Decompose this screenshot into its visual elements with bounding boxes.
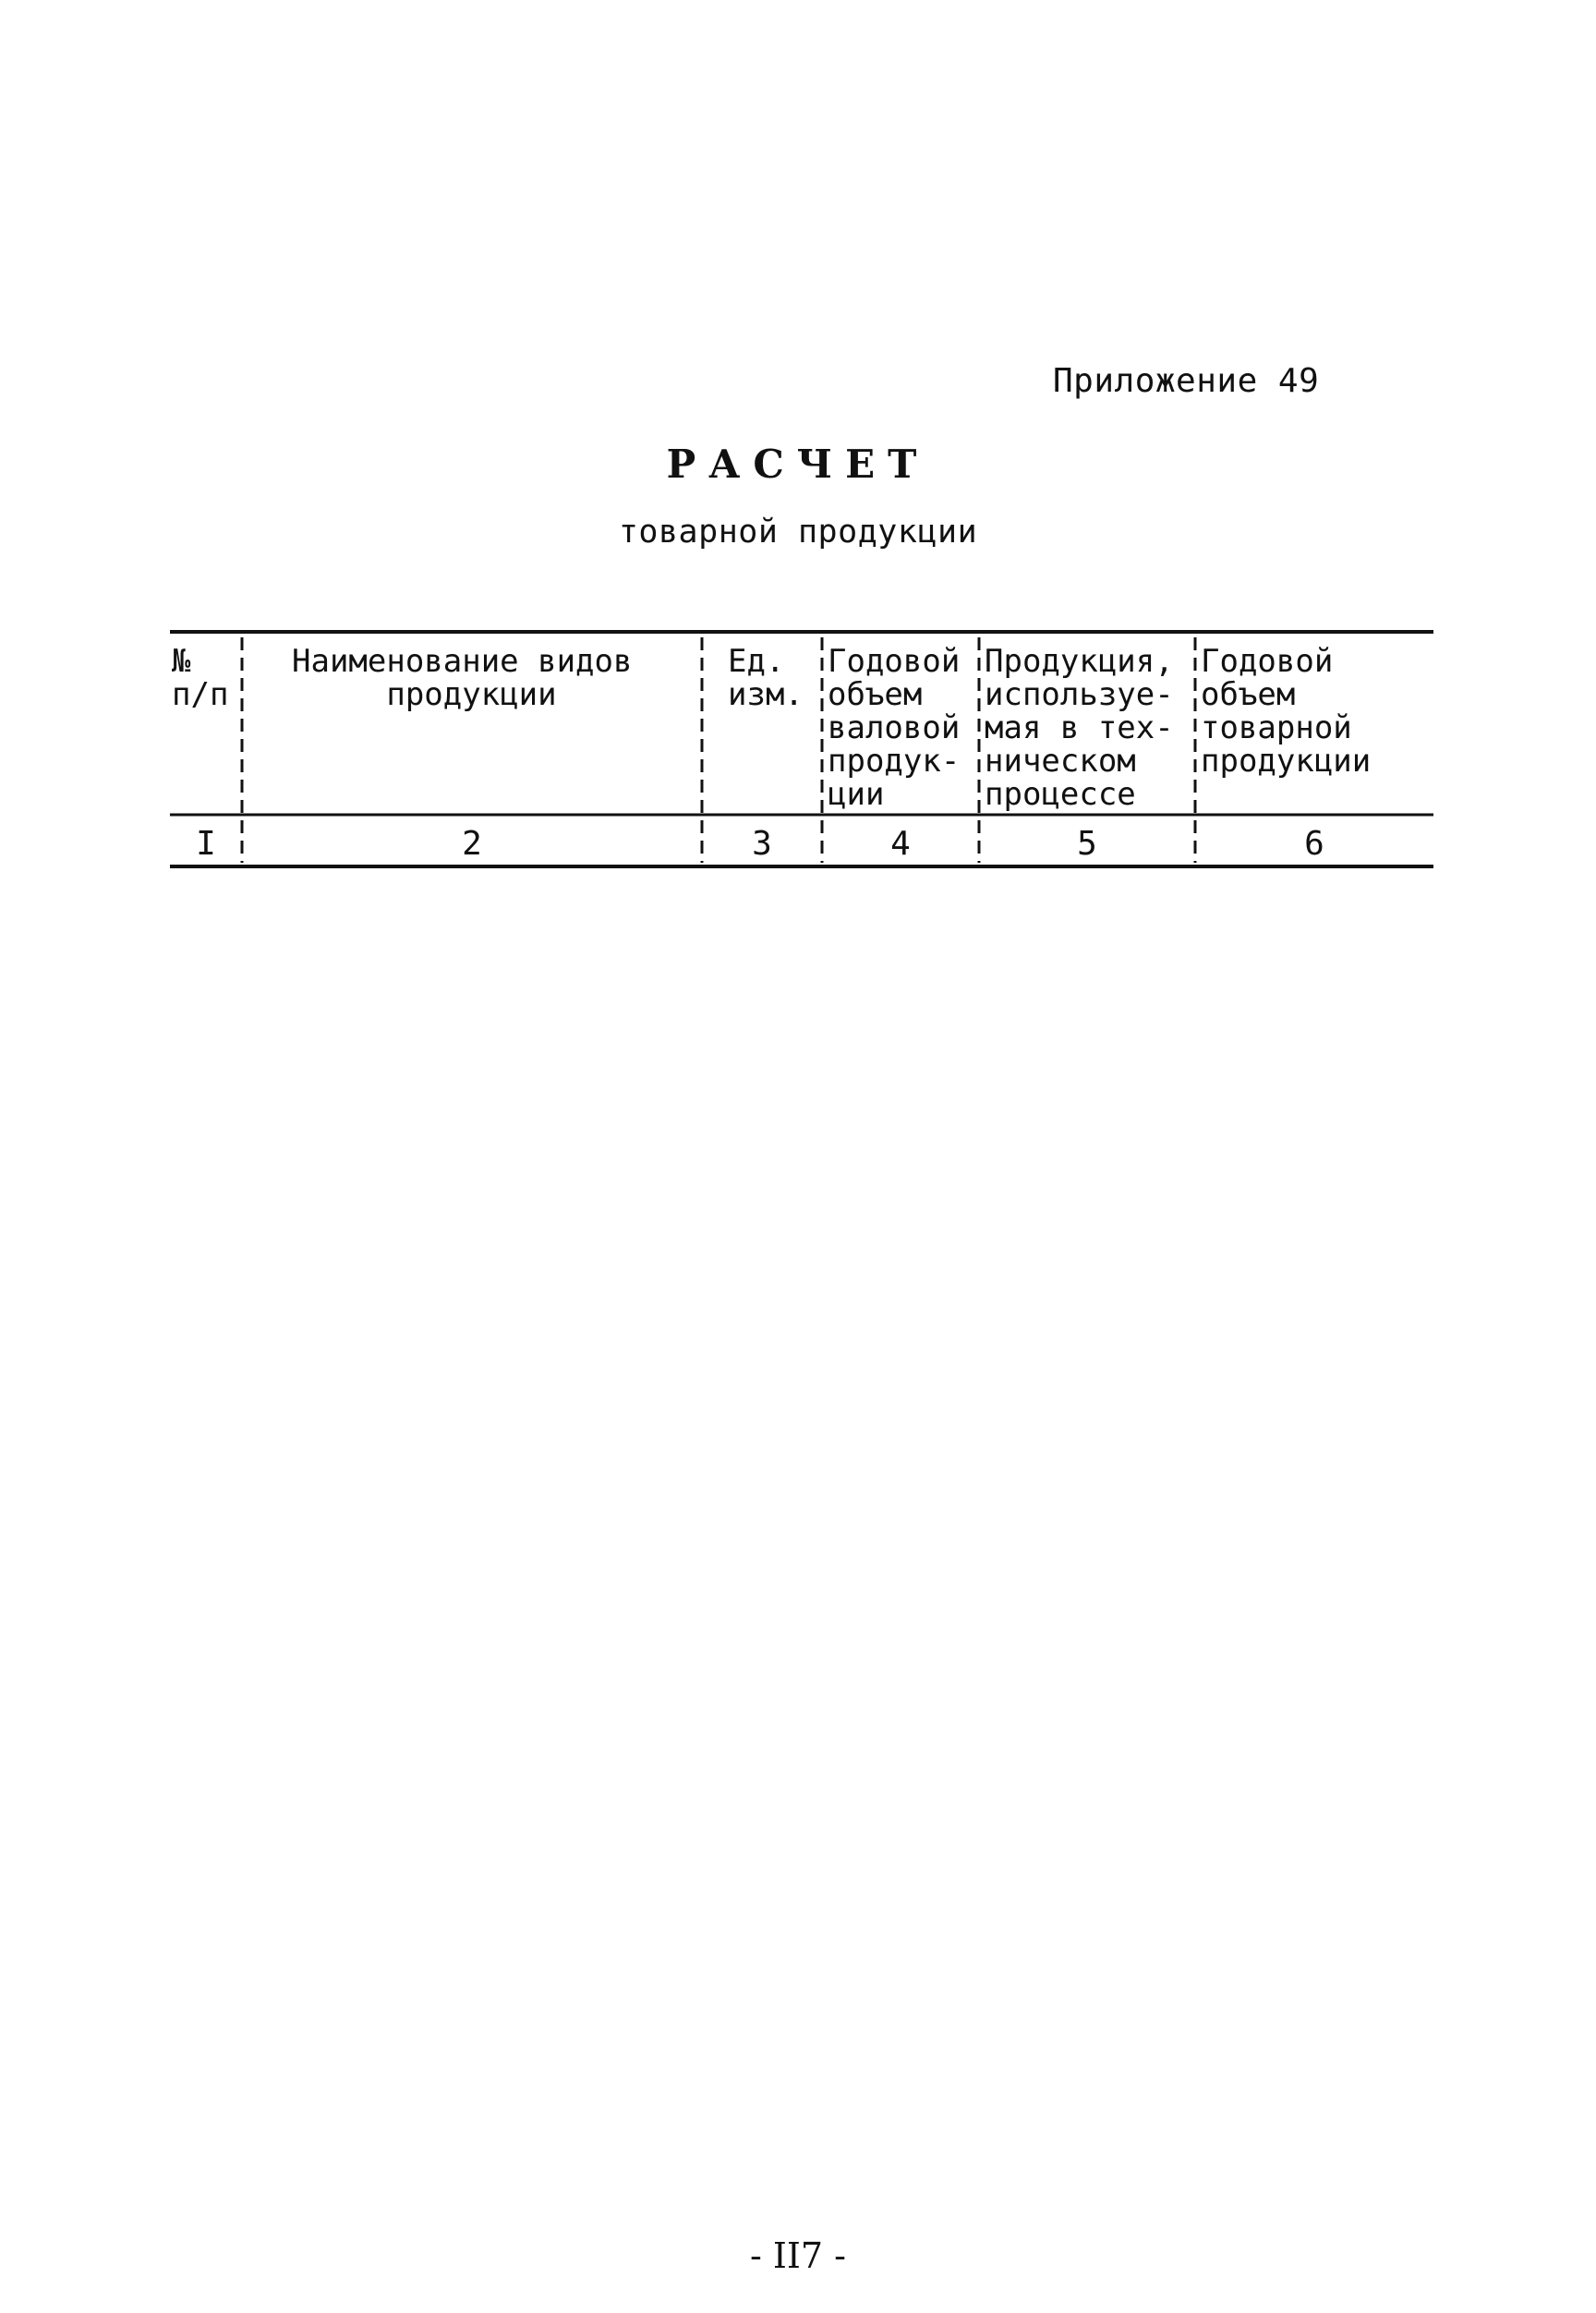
header-cell-product-name: Наименование видов продукции [292, 643, 633, 713]
column-number-4: 4 [890, 825, 911, 863]
header-cell-unit: Ед. изм. [728, 643, 804, 713]
header-cell-technical-use: Продукция, используе- мая в тех- ническом процессе [985, 643, 1174, 813]
product-calculation-table [170, 626, 1433, 870]
header-cell-index: № п/п [172, 643, 229, 713]
column-number-5: 5 [1077, 825, 1097, 863]
column-number-6: 6 [1304, 825, 1324, 863]
header-cell-gross-output: Годовой объем валовой продук- ции [828, 643, 961, 813]
column-number-1: I [196, 825, 216, 863]
page-number: - II7 - [749, 2235, 847, 2276]
column-number-3: 3 [752, 825, 772, 863]
header-cell-commodity-output: Годовой объем товарной продукции [1201, 643, 1372, 780]
column-number-2: 2 [462, 825, 482, 863]
document-title: РАСЧЕТ [666, 442, 930, 487]
appendix-label: Приложение 49 [1053, 362, 1320, 400]
document-subtitle: товарной продукции [618, 514, 978, 551]
